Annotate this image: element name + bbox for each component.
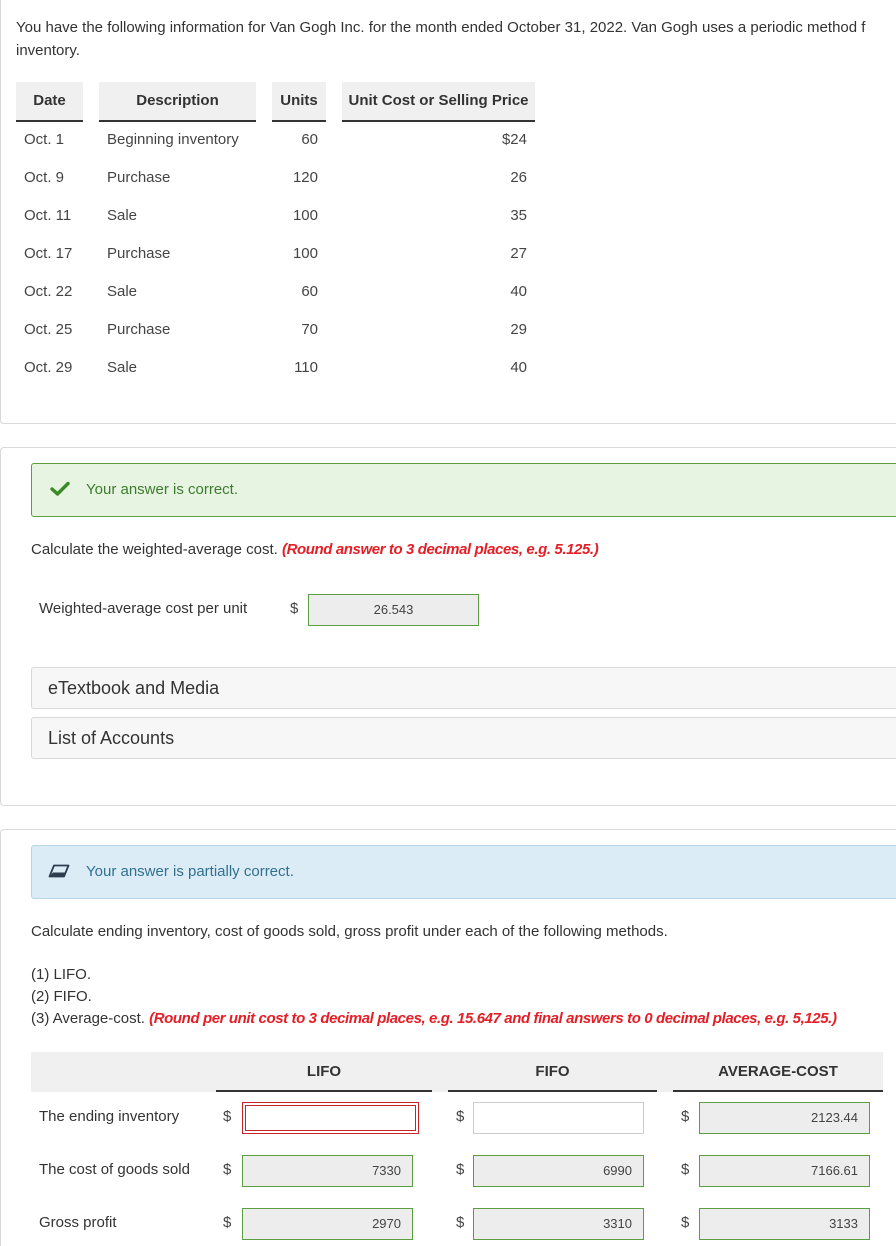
currency-symbol: $ bbox=[223, 1108, 232, 1125]
row-price: 27 bbox=[510, 245, 527, 262]
partial-status-text: Your answer is partially correct. bbox=[86, 863, 294, 880]
row-label-gross-profit: Gross profit bbox=[39, 1214, 117, 1231]
currency-symbol: $ bbox=[681, 1161, 690, 1178]
row-description: Purchase bbox=[107, 321, 171, 338]
row-units: 110 bbox=[294, 359, 318, 376]
gross-profit-lifo-input[interactable]: 2970 bbox=[242, 1208, 413, 1240]
row-units: 120 bbox=[292, 169, 318, 186]
problem-intro bbox=[16, 16, 896, 62]
row-price: 40 bbox=[510, 283, 527, 300]
weighted-average-input[interactable]: 26.543 bbox=[308, 594, 479, 626]
row-label-cogs: The cost of goods sold bbox=[39, 1161, 190, 1178]
weighted-average-label: Weighted-average cost per unit bbox=[39, 600, 248, 617]
eraser-icon bbox=[48, 864, 70, 878]
gross-profit-fifo-input[interactable]: 3310 bbox=[473, 1208, 644, 1240]
row-date: Oct. 11 bbox=[24, 207, 72, 224]
row-units: 60 bbox=[301, 131, 318, 148]
currency-symbol: $ bbox=[456, 1161, 465, 1178]
ending-inventory-average-input[interactable]: 2123.44 bbox=[699, 1102, 870, 1134]
header-price: Unit Cost or Selling Price bbox=[342, 82, 535, 122]
list-of-accounts-link[interactable]: List of Accounts bbox=[31, 717, 896, 759]
currency-symbol: $ bbox=[456, 1108, 465, 1125]
currency-symbol: $ bbox=[290, 600, 299, 617]
checkmark-icon bbox=[50, 481, 70, 497]
part1-instruction bbox=[31, 539, 598, 561]
row-description: Beginning inventory bbox=[107, 131, 239, 148]
fifo-underline bbox=[448, 1090, 657, 1092]
method-average bbox=[31, 1008, 837, 1030]
row-date: Oct. 17 bbox=[24, 245, 73, 262]
row-price: 35 bbox=[510, 207, 527, 224]
header-description: Description bbox=[99, 82, 256, 122]
row-units: 60 bbox=[301, 283, 318, 300]
currency-symbol: $ bbox=[456, 1214, 465, 1231]
correct-status-text: Your answer is correct. bbox=[86, 481, 239, 498]
row-description: Sale bbox=[107, 207, 138, 224]
row-description: Sale bbox=[107, 359, 138, 376]
method-list bbox=[31, 964, 837, 1030]
currency-symbol: $ bbox=[681, 1108, 690, 1125]
ending-inventory-fifo-input[interactable] bbox=[473, 1102, 644, 1134]
row-date: Oct. 25 bbox=[24, 321, 73, 338]
part1-instruction-text: Calculate the weighted-average cost. bbox=[31, 541, 278, 558]
row-units: 100 bbox=[292, 245, 318, 262]
gross-profit-average-input[interactable]: 3133 bbox=[699, 1208, 870, 1240]
row-price: 40 bbox=[510, 359, 527, 376]
correct-banner bbox=[31, 463, 896, 517]
header-date: Date bbox=[16, 82, 83, 122]
header-units: Units bbox=[272, 82, 326, 122]
row-description: Purchase bbox=[107, 245, 171, 262]
method-average-text: (3) Average-cost. bbox=[31, 1010, 145, 1027]
col-lifo-header: LIFO bbox=[306, 1063, 342, 1080]
row-label-ending-inventory: The ending inventory bbox=[39, 1108, 180, 1125]
method-lifo: (1) LIFO. bbox=[31, 966, 92, 983]
intro-line-2: inventory. bbox=[16, 42, 80, 59]
method-fifo: (2) FIFO. bbox=[31, 988, 92, 1005]
part2-rounding-note: (Round per unit cost to 3 decimal places, e.g. 15.647 and final answers to 0 decimal places, e.g. 5,125.) bbox=[149, 1010, 837, 1027]
row-description: Purchase bbox=[107, 169, 171, 186]
cogs-average-input[interactable]: 7166.61 bbox=[699, 1155, 870, 1187]
part2-instruction: Calculate ending inventory, cost of goods sold, gross profit under each of the following methods. bbox=[31, 923, 668, 940]
currency-symbol: $ bbox=[223, 1161, 232, 1178]
cogs-lifo-input[interactable]: 7330 bbox=[242, 1155, 413, 1187]
row-date: Oct. 9 bbox=[24, 169, 65, 186]
row-date: Oct. 22 bbox=[24, 283, 73, 300]
part1-rounding-note: (Round answer to 3 decimal places, e.g. 5.125.) bbox=[281, 541, 599, 558]
intro-line-1: You have the following information for Van Gogh Inc. for the month ended October 31, 2022. Van Gogh uses a periodic method f bbox=[16, 19, 866, 36]
col-average-header: AVERAGE-COST bbox=[718, 1063, 838, 1080]
currency-symbol: $ bbox=[223, 1214, 232, 1231]
average-underline bbox=[673, 1090, 883, 1092]
partial-banner bbox=[31, 845, 896, 899]
row-price: $24 bbox=[501, 131, 527, 148]
currency-symbol: $ bbox=[681, 1214, 690, 1231]
row-date: Oct. 29 bbox=[24, 359, 73, 376]
row-units: 70 bbox=[301, 321, 318, 338]
row-price: 26 bbox=[510, 169, 527, 186]
row-price: 29 bbox=[510, 321, 527, 338]
row-date: Oct. 1 bbox=[24, 131, 65, 148]
ending-inventory-lifo-input[interactable] bbox=[242, 1102, 419, 1134]
col-fifo-header: FIFO bbox=[535, 1063, 570, 1080]
lifo-underline bbox=[216, 1090, 432, 1092]
row-description: Sale bbox=[107, 283, 138, 300]
etextbook-media-link[interactable]: eTextbook and Media bbox=[31, 667, 896, 709]
cogs-fifo-input[interactable]: 6990 bbox=[473, 1155, 644, 1187]
row-units: 100 bbox=[292, 207, 318, 224]
